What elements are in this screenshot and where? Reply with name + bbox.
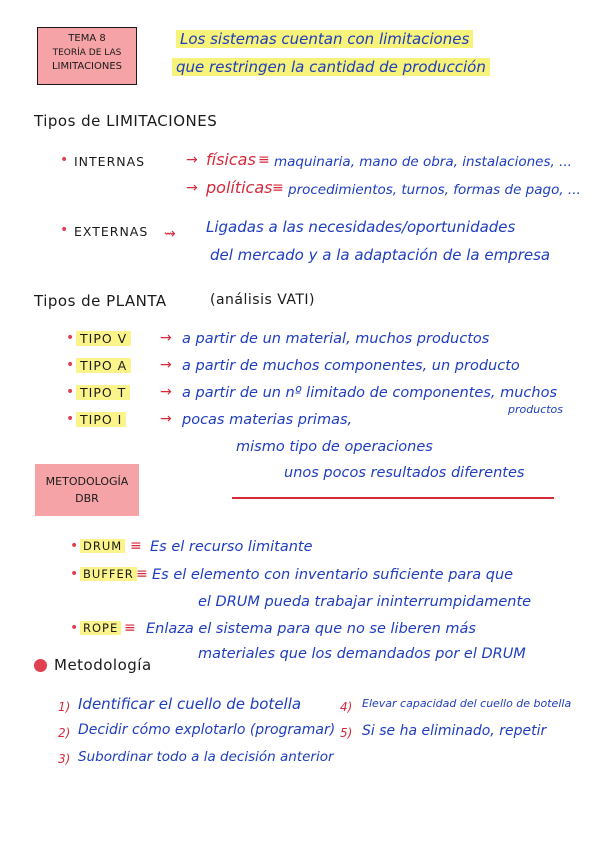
internas-label: INTERNAS <box>74 154 146 169</box>
arrow-politicas: → <box>186 180 198 196</box>
step-3-text: Subordinar todo a la decisión anterior <box>78 749 334 765</box>
dbr-box-line-2: DBR <box>75 492 99 505</box>
step-5-text: Si se ha eliminado, repetir <box>362 723 547 739</box>
equiv-drum: ≡ <box>130 538 142 554</box>
arrow-tipo-a: → <box>160 357 172 373</box>
fisicas-term: físicas <box>206 150 256 169</box>
step-5-num: 5) <box>340 726 353 740</box>
externas-line-2: del mercado y a la adaptación de la empresa <box>210 246 551 264</box>
buffer-def-2: el DRUM pueda trabajar ininterrumpidamente <box>198 594 532 610</box>
buffer-def-1: Es el elemento con inventario suficiente para que <box>152 567 514 583</box>
limitaciones-heading: Tipos de LIMITACIONES <box>34 112 218 130</box>
step-2-num: 2) <box>58 726 71 740</box>
planta-heading-note: (análisis VATI) <box>210 292 316 308</box>
tipo-v-label: TIPO V <box>76 331 131 346</box>
tipo-a-label: TIPO A <box>76 358 131 373</box>
arrow-fisicas: → <box>186 152 198 168</box>
planta-heading: Tipos de PLANTA <box>34 292 167 310</box>
step-1-num: 1) <box>58 700 71 714</box>
externas-line-1: Ligadas a las necesidades/oportunidades <box>206 218 516 236</box>
metodologia-heading: Metodología <box>54 656 152 674</box>
step-4-text: Elevar capacidad del cuello de botella <box>362 697 572 710</box>
section-divider <box>232 497 554 499</box>
title-line-3: LIMITACIONES <box>51 61 123 72</box>
bullet-drum: • <box>70 538 79 554</box>
equiv-fisicas: ≡ <box>258 152 270 168</box>
rope-def-2: materiales que los demandados por el DRUM <box>198 646 526 662</box>
gear-icon <box>34 659 47 672</box>
step-4-num: 4) <box>340 700 353 714</box>
equiv-rope: ≡ <box>124 620 136 636</box>
equiv-buffer: ≡ <box>136 566 148 582</box>
tipo-i-line-3: unos pocos resultados diferentes <box>284 465 525 481</box>
bullet-tipo-v: • <box>66 330 75 346</box>
arrow-tipo-t: → <box>160 384 172 400</box>
tipo-t-cont: productos <box>508 403 564 416</box>
drum-label: DRUM <box>80 539 125 553</box>
title-line-2: TEORÍA DE LAS <box>52 48 122 58</box>
tipo-i-line-2: mismo tipo de operaciones <box>236 439 433 455</box>
equiv-politicas: ≡ <box>272 180 284 196</box>
step-1-text: Identificar el cuello de botella <box>78 695 302 713</box>
bullet-buffer: • <box>70 566 79 582</box>
fisicas-def: maquinaria, mano de obra, instalaciones, ... <box>274 154 572 170</box>
tipo-t-label: TIPO T <box>76 385 130 400</box>
title-box <box>37 27 137 85</box>
step-3-num: 3) <box>58 752 71 766</box>
externas-label: EXTERNAS <box>74 224 149 239</box>
politicas-term: políticas <box>206 178 273 197</box>
bullet-tipo-t: • <box>66 384 75 400</box>
bullet-rope: • <box>70 620 79 636</box>
rope-label: ROPE <box>80 621 121 635</box>
arrow-externas: ⇝ <box>164 226 176 242</box>
bullet-tipo-i: • <box>66 411 75 427</box>
tipo-t-desc: a partir de un nº limitado de componentes, muchos <box>182 385 558 401</box>
tipo-a-desc: a partir de muchos componentes, un producto <box>182 358 520 374</box>
tipo-i-label: TIPO I <box>76 412 126 427</box>
rope-def-1: Enlaza el sistema para que no se liberen más <box>146 621 476 637</box>
politicas-def: procedimientos, turnos, formas de pago, ... <box>288 182 581 198</box>
intro-line-2: que restringen la cantidad de producción <box>172 58 490 76</box>
step-2-text: Decidir cómo explotarlo (programar) <box>78 722 336 738</box>
tipo-v-desc: a partir de un material, muchos productos <box>182 331 490 347</box>
arrow-tipo-i: → <box>160 411 172 427</box>
drum-def: Es el recurso limitante <box>150 539 313 555</box>
dbr-box-line-1: METODOLOGÍA <box>45 475 129 488</box>
bullet-tipo-a: • <box>66 357 75 373</box>
title-line-1: TEMA 8 <box>68 33 106 44</box>
dbr-box <box>35 464 139 516</box>
bullet-externas: • <box>60 222 69 238</box>
bullet-internas: • <box>60 152 69 168</box>
tipo-i-desc: pocas materias primas, <box>182 412 353 428</box>
intro-line-1: Los sistemas cuentan con limitaciones <box>176 30 473 48</box>
arrow-tipo-v: → <box>160 330 172 346</box>
buffer-label: BUFFER <box>80 567 137 581</box>
